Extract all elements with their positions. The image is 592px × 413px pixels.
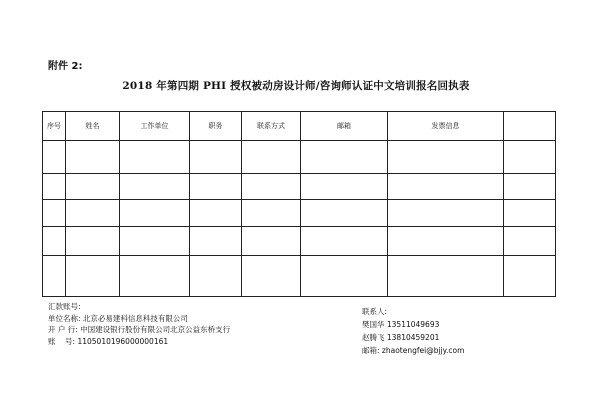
col-header-workplace: 工作单位: [120, 112, 190, 141]
contact-email-label: 邮箱:: [362, 346, 380, 355]
table-cell[interactable]: [242, 141, 301, 174]
table-cell[interactable]: [120, 227, 190, 256]
table-cell[interactable]: [66, 174, 120, 200]
table-cell[interactable]: [120, 174, 190, 200]
table-cell[interactable]: [190, 141, 242, 174]
table-row: [43, 174, 556, 200]
table-cell[interactable]: [301, 141, 388, 174]
table-cell[interactable]: [66, 227, 120, 256]
col-header-contact: 联系方式: [242, 112, 301, 141]
table-cell[interactable]: [66, 141, 120, 174]
table-cell[interactable]: [504, 174, 556, 200]
table-row: [43, 200, 556, 227]
table-cell[interactable]: [66, 256, 120, 297]
table-cell[interactable]: [242, 200, 301, 227]
bank-account-row: [48, 336, 230, 348]
contact-info: [362, 305, 464, 357]
col-header-index: 序号: [43, 112, 66, 141]
contact-email-row: [362, 344, 464, 357]
table-cell[interactable]: [242, 174, 301, 200]
bank-unit-value: 北京必易建科信息科技有限公司: [82, 313, 188, 323]
table-cell[interactable]: [388, 227, 504, 256]
bank-unit-label: 单位名称:: [48, 313, 81, 323]
table-cell[interactable]: [504, 141, 556, 174]
table-cell[interactable]: [43, 141, 66, 174]
attachment-label: 附件 2:: [48, 61, 83, 72]
col-header-email: 邮箱: [301, 112, 388, 141]
col-header-invoice: 发票信息: [388, 112, 504, 141]
contact-person-2: 赵腾飞 13810459201: [362, 333, 440, 342]
table-cell[interactable]: [43, 174, 66, 200]
contact-email-link[interactable]: zhaotengfei@bjjy.com: [381, 346, 465, 355]
table-cell[interactable]: [120, 141, 190, 174]
table-cell[interactable]: [504, 227, 556, 256]
col-header-position: 职务: [190, 112, 242, 141]
table-cell[interactable]: [43, 227, 66, 256]
col-header-name: 姓名: [66, 112, 120, 141]
bank-branch-label: 开 户 行:: [48, 325, 78, 334]
table-cell[interactable]: [504, 200, 556, 227]
table-cell[interactable]: [242, 256, 301, 297]
table-cell[interactable]: [120, 200, 190, 227]
table-cell[interactable]: [388, 256, 504, 297]
bank-branch-row: [48, 324, 230, 336]
table-cell[interactable]: [388, 174, 504, 200]
table-cell[interactable]: [301, 200, 388, 227]
contact-person-1: 樊国华 13511049693: [362, 320, 440, 329]
bank-info: [48, 301, 230, 347]
bank-unit-row: [48, 313, 230, 325]
table-cell[interactable]: [242, 227, 301, 256]
table-row: [43, 256, 556, 297]
table-cell[interactable]: [190, 174, 242, 200]
col-header-extra: [504, 112, 556, 141]
table-cell[interactable]: [43, 200, 66, 227]
table-cell[interactable]: [43, 256, 66, 297]
table-cell[interactable]: [190, 227, 242, 256]
table-cell[interactable]: [190, 256, 242, 297]
table-row: [43, 141, 556, 174]
table-cell[interactable]: [120, 256, 190, 297]
form-title: 2018 年第四期 PHI 授权被动房设计师/咨询师认证中文培训报名回执表: [122, 80, 470, 92]
table-cell[interactable]: [301, 227, 388, 256]
table-cell[interactable]: [301, 174, 388, 200]
bank-heading: 汇款账号:: [48, 302, 81, 311]
contact-heading: 联系人:: [362, 307, 388, 316]
table-cell[interactable]: [190, 200, 242, 227]
table-cell[interactable]: [66, 200, 120, 227]
bank-account-label: 账 号:: [48, 336, 76, 346]
bank-account-value: 1105010196000000161: [77, 336, 169, 346]
table-cell[interactable]: [388, 141, 504, 174]
table-cell[interactable]: [504, 256, 556, 297]
table-cell[interactable]: [301, 256, 388, 297]
table-cell[interactable]: [388, 200, 504, 227]
bank-branch-value: 中国建设银行股份有限公司北京公益东桥支行: [80, 325, 231, 334]
registration-table: [42, 111, 556, 297]
table-row: [43, 227, 556, 256]
table-header-row: [43, 112, 556, 141]
